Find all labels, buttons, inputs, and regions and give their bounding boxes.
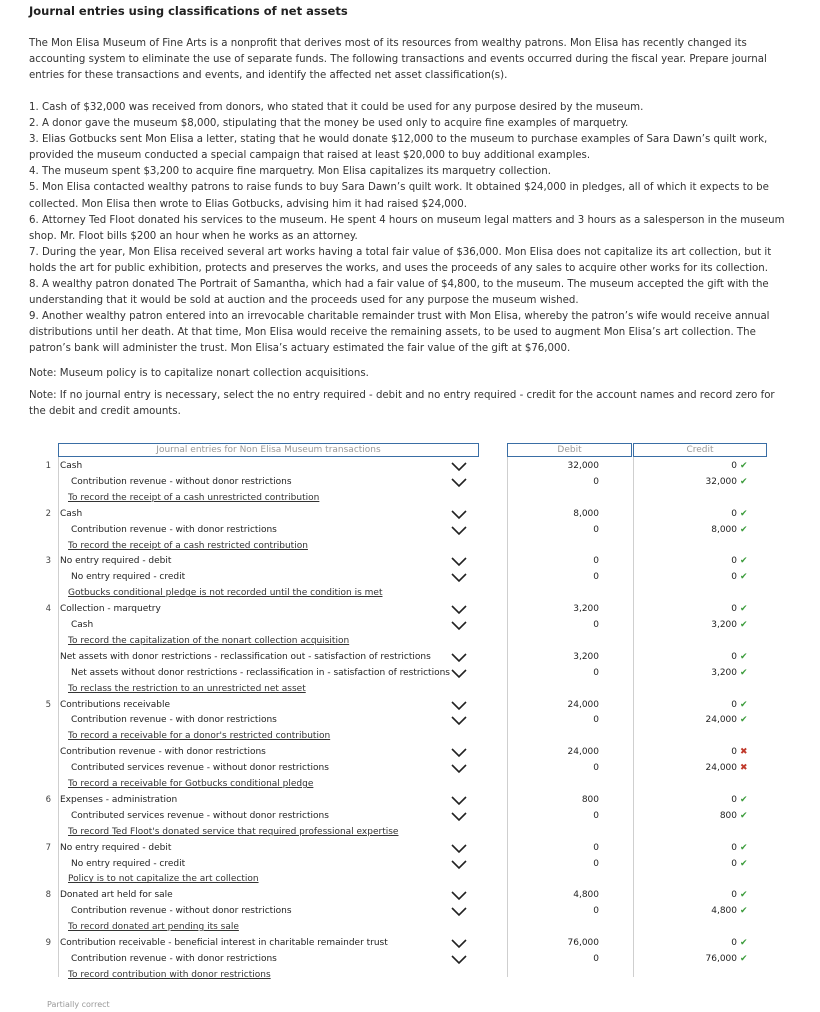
note-no-entry: Note: If no journal entry is necessary, select the no entry required - debit and no entry required - credit for the account names and record zero for the debit and credit amounts. [29, 390, 775, 417]
entry-memo: To record the capitalization of the nonart collection acquisition [68, 635, 350, 646]
memo-row [29, 871, 749, 887]
credit-input[interactable]: 3,200 [711, 667, 737, 678]
check-icon: ✔ [740, 699, 748, 710]
debit-input[interactable]: 32,000 [567, 461, 599, 471]
account-select[interactable]: Contributions receivable [60, 699, 171, 710]
journal-row [29, 712, 749, 728]
chevron-down-icon[interactable] [450, 604, 468, 615]
chevron-down-icon[interactable] [450, 556, 468, 567]
journal-row [29, 935, 749, 951]
credit-input[interactable]: 0 [731, 508, 737, 519]
check-icon: ✔ [740, 715, 748, 726]
debit-input[interactable]: 8,000 [573, 508, 599, 519]
journal-row [29, 760, 749, 776]
entry-memo: To record the receipt of a cash restricted contribution [68, 540, 308, 551]
journal-row [29, 665, 749, 681]
chevron-down-icon[interactable] [450, 509, 468, 520]
transaction-item: 7. During the year, Mon Elisa received several art works having a total fair value of $36,000. Mon Elisa does not capitalize its art collection, but it holds the art for public exhibition, protects and preserves the works, and uses the proceeds of any sales to acquire other works for its collection. [29, 246, 772, 274]
chevron-down-icon[interactable] [450, 747, 468, 758]
journal-row [29, 649, 749, 665]
memo-row [29, 919, 749, 935]
account-select[interactable]: Contributed services revenue - without donor restrictions [71, 810, 329, 821]
credit-input[interactable]: 0 [731, 651, 737, 662]
status-text: Partially correct [47, 1000, 110, 1009]
debit-input[interactable]: 24,000 [567, 699, 599, 710]
memo-row [29, 776, 749, 792]
debit-input[interactable]: 0 [593, 906, 599, 917]
journal-row [29, 808, 749, 824]
check-icon: ✔ [740, 842, 748, 853]
debit-input[interactable]: 0 [593, 715, 599, 726]
account-select[interactable]: Donated art held for sale [60, 890, 173, 901]
header-credit: Credit [633, 443, 767, 457]
check-icon: ✔ [740, 524, 748, 535]
credit-input[interactable]: 0 [731, 461, 737, 471]
check-icon: ✔ [740, 938, 748, 948]
account-select[interactable]: Contribution revenue - without donor restrictions [71, 906, 292, 917]
page-title: Journal entries using classifications of net assets [29, 4, 348, 18]
check-icon: ✔ [740, 508, 748, 519]
account-select[interactable]: No entry required - credit [71, 572, 186, 583]
account-select[interactable]: Cash [60, 508, 83, 519]
memo-row [29, 538, 749, 554]
journal-row [29, 522, 749, 538]
chevron-down-icon[interactable] [450, 572, 468, 583]
account-select[interactable]: Cash [60, 461, 83, 471]
chevron-down-icon[interactable] [450, 890, 468, 901]
debit-input[interactable]: 0 [593, 810, 599, 821]
debit-input[interactable]: 0 [593, 763, 599, 774]
journal-row [29, 474, 749, 490]
memo-row [29, 585, 749, 601]
cross-icon: ✖ [740, 763, 748, 774]
credit-input[interactable]: 4,800 [711, 906, 737, 917]
check-icon: ✔ [740, 906, 748, 917]
memo-row [29, 633, 749, 649]
credit-input[interactable]: 0 [731, 858, 737, 869]
chevron-down-icon[interactable] [450, 859, 468, 870]
entry-number: 4 [45, 604, 51, 615]
entry-memo: To record the receipt of a cash unrestricted contribution [68, 492, 320, 503]
transaction-item: 6. Attorney Ted Floot donated his services to the museum. He spent 4 hours on museum legal matters and 3 hours as a salesperson in the museum shop. Mr. Floot bills $200 an hour when he works as an attorney. [29, 214, 785, 242]
entry-memo: To record a receivable for a donor's restricted contribution [68, 731, 331, 742]
check-icon: ✔ [740, 476, 748, 487]
memo-row [29, 728, 749, 744]
header-debit: Debit [507, 443, 632, 457]
journal-row [29, 553, 749, 569]
note-policy: Note: Museum policy is to capitalize nonart collection acquisitions. [29, 368, 369, 379]
debit-input[interactable]: 0 [593, 667, 599, 678]
debit-input[interactable]: 4,800 [573, 890, 599, 901]
transaction-item: 5. Mon Elisa contacted wealthy patrons to raise funds to buy Sara Dawn’s quilt work. It obtained $24,000 in pledges, all of which it expects to be collected. Mon Elisa then wrote to Elias Gotbucks, advising him it had raised $24,000. [29, 182, 769, 210]
chevron-down-icon[interactable] [450, 811, 468, 822]
debit-input[interactable]: 24,000 [567, 747, 599, 758]
transaction-item: 1. Cash of $32,000 was received from donors, who stated that it could be used for any purpose desired by the museum. [29, 102, 644, 113]
transaction-item: 3. Elias Gotbucks sent Mon Elisa a letter, stating that he would donate $12,000 to the museum to purchase examples of Sara Dawn’s quilt work, provided the museum conducted a special campaign that raised at least $20,000 to buy additional examples. [29, 134, 768, 162]
entry-memo: To record a receivable for Gotbucks conditional pledge [68, 779, 314, 789]
debit-input[interactable]: 0 [593, 524, 599, 535]
chevron-down-icon[interactable] [450, 477, 468, 488]
check-icon: ✔ [740, 667, 748, 678]
chevron-down-icon[interactable] [450, 843, 468, 854]
credit-input[interactable]: 24,000 [705, 763, 737, 774]
journal-row [29, 569, 749, 585]
debit-input[interactable]: 800 [581, 794, 599, 805]
account-select[interactable]: No entry required - debit [60, 556, 172, 567]
check-icon: ✔ [740, 858, 748, 869]
chevron-down-icon[interactable] [450, 795, 468, 806]
account-select[interactable]: Net assets with donor restrictions - reclassification out - satisfaction of restrictions [60, 651, 431, 662]
credit-input[interactable]: 3,200 [711, 620, 737, 630]
entry-number: 5 [45, 699, 51, 710]
account-select[interactable]: No entry required - debit [60, 842, 172, 853]
credit-input[interactable]: 0 [731, 699, 737, 710]
account-select[interactable]: Contribution revenue - with donor restrictions [71, 524, 277, 535]
account-select[interactable]: Contribution revenue - without donor restrictions [71, 476, 292, 487]
chevron-down-icon[interactable] [450, 668, 468, 679]
debit-input[interactable]: 0 [593, 953, 599, 964]
chevron-down-icon[interactable] [450, 700, 468, 711]
journal-row [29, 617, 749, 633]
entry-memo: Gotbucks conditional pledge is not recorded until the condition is met [68, 588, 383, 599]
transaction-item: 4. The museum spent $3,200 to acquire fine marquetry. Mon Elisa capitalizes its marquetry collection. [29, 166, 551, 178]
transaction-item: 2. A donor gave the museum $8,000, stipulating that the money be used only to acquire fine examples of marquetry. [29, 118, 629, 130]
account-select[interactable]: Collection - marquetry [60, 604, 161, 615]
account-select[interactable]: Cash [71, 620, 94, 630]
check-icon: ✔ [740, 620, 748, 630]
account-select[interactable]: Expenses - administration [60, 794, 178, 805]
journal-row [29, 840, 749, 856]
check-icon: ✔ [740, 953, 748, 964]
credit-input[interactable]: 0 [731, 842, 737, 853]
debit-input[interactable]: 0 [593, 842, 599, 853]
journal-row [29, 506, 749, 522]
intro-paragraph: The Mon Elisa Museum of Fine Arts is a nonprofit that derives most of its resources from wealthy patrons. Mon Elisa has recently changed its accounting system to eliminate the use of separate funds. The following transactions and events occurred during the fiscal year. Prepare journal entries for these transactions and events, and identify the affected net asset classification(s). [29, 38, 767, 82]
credit-input[interactable]: 8,000 [711, 524, 737, 535]
account-select[interactable]: Net assets without donor restrictions - reclassification in - satisfaction of restrictions [71, 667, 450, 678]
entry-memo: To record Ted Floot's donated service that required professional expertise [68, 826, 399, 837]
credit-input[interactable]: 0 [731, 556, 737, 567]
debit-input[interactable]: 0 [593, 620, 599, 630]
entry-number: 8 [45, 890, 51, 901]
journal-row [29, 744, 749, 760]
chevron-down-icon[interactable] [450, 906, 468, 917]
journal-row [29, 903, 749, 919]
entry-number: 1 [45, 461, 51, 471]
chevron-down-icon[interactable] [450, 525, 468, 536]
entry-number: 3 [45, 556, 51, 567]
check-icon: ✔ [740, 572, 748, 583]
credit-input[interactable]: 0 [731, 890, 737, 901]
debit-input[interactable]: 0 [593, 572, 599, 583]
cross-icon: ✖ [740, 747, 748, 758]
debit-input[interactable]: 0 [593, 476, 599, 487]
memo-row [29, 681, 749, 697]
check-icon: ✔ [740, 794, 748, 805]
chevron-down-icon[interactable] [450, 715, 468, 726]
check-icon: ✔ [740, 556, 748, 567]
journal-row [29, 601, 749, 617]
journal-row [29, 697, 749, 713]
credit-input[interactable]: 24,000 [705, 715, 737, 726]
account-select[interactable]: Contribution revenue - with donor restrictions [71, 953, 277, 964]
memo-row [29, 490, 749, 506]
transaction-item: 9. Another wealthy patron entered into an irrevocable charitable remainder trust with Mon Elisa, whereby the patron’s wife would receive annual distributions until her death. At that time, Mon Elisa would receive the remaining assets, to be used to augment Mon Elisa’s art collection. The patron’s bank will administer the trust. Mon Elisa’s actuary estimated the fair value of the gift at $76,000. [29, 311, 770, 355]
account-select[interactable]: Contribution receivable - beneficial interest in charitable remainder trust [60, 938, 388, 948]
entry-number: 2 [45, 508, 51, 519]
memo-row [29, 824, 749, 840]
chevron-down-icon[interactable] [450, 954, 468, 965]
journal-row [29, 887, 749, 903]
entry-number: 9 [45, 938, 51, 948]
check-icon: ✔ [740, 651, 748, 662]
chevron-down-icon[interactable] [450, 620, 468, 631]
chevron-down-icon[interactable] [450, 652, 468, 663]
debit-input[interactable]: 0 [593, 556, 599, 567]
credit-input[interactable]: 0 [731, 747, 737, 758]
journal-row [29, 792, 749, 808]
memo-row [29, 967, 749, 983]
account-select[interactable]: Contribution revenue - with donor restrictions [71, 715, 277, 726]
debit-input[interactable]: 3,200 [573, 651, 599, 662]
entry-number: 7 [45, 842, 51, 853]
chevron-down-icon[interactable] [450, 938, 468, 949]
debit-input[interactable]: 3,200 [573, 604, 599, 615]
debit-input[interactable]: 76,000 [567, 938, 599, 948]
chevron-down-icon[interactable] [450, 763, 468, 774]
journal-row [29, 856, 749, 872]
journal-row [29, 458, 749, 474]
credit-input[interactable]: 76,000 [705, 953, 737, 964]
transaction-list [29, 100, 791, 358]
chevron-down-icon[interactable] [450, 461, 468, 472]
credit-input[interactable]: 0 [731, 604, 737, 615]
check-icon: ✔ [740, 604, 748, 615]
entry-memo: Policy is to not capitalize the art collection [68, 874, 259, 885]
account-select[interactable]: Contribution revenue - with donor restrictions [60, 747, 266, 758]
account-select[interactable]: No entry required - credit [71, 858, 186, 869]
transaction-item: 8. A wealthy patron donated The Portrait of Samantha, which had a fair value of $4,800, to the museum. The museum accepted the gift with the understanding that it would be sold at auction and the proceeds used for any purpose the museum wished. [29, 279, 769, 307]
check-icon: ✔ [740, 810, 748, 821]
entry-memo: To reclass the restriction to an unrestricted net asset [68, 683, 306, 694]
entry-memo: To record contribution with donor restrictions [68, 969, 271, 980]
entry-memo: To record donated art pending its sale [68, 922, 239, 933]
credit-input[interactable]: 0 [731, 794, 737, 805]
account-select[interactable]: Contributed services revenue - without donor restrictions [71, 763, 329, 774]
check-icon: ✔ [740, 461, 748, 471]
journal-row [29, 951, 749, 967]
check-icon: ✔ [740, 890, 748, 901]
header-account: Journal entries for Non Elisa Museum transactions [58, 443, 479, 457]
credit-input[interactable]: 800 [719, 810, 737, 821]
entry-number: 6 [45, 794, 51, 805]
credit-input[interactable]: 0 [731, 572, 737, 583]
debit-input[interactable]: 0 [593, 858, 599, 869]
credit-input[interactable]: 32,000 [705, 476, 737, 487]
credit-input[interactable]: 0 [731, 938, 737, 948]
